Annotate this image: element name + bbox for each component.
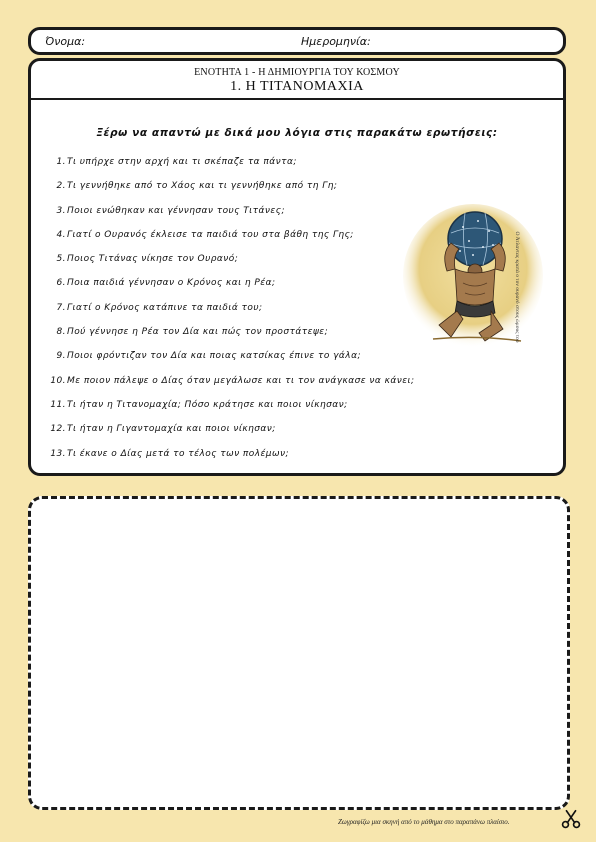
- question-item: [47, 157, 417, 181]
- instruction-text: Ξέρω να απαντώ με δικά μου λόγια στις παρακάτω ερωτήσεις:: [96, 127, 498, 139]
- question-number: 11.: [50, 399, 66, 410]
- question-item: [47, 278, 417, 302]
- header-divider: [31, 98, 563, 100]
- question-text: Τι έκανε ο Δίας μετά το τέλος των πολέμων;: [67, 448, 289, 459]
- question-text: Ποιος Τιτάνας νίκησε τον Ουρανό;: [67, 254, 239, 265]
- question-item: [47, 351, 417, 375]
- question-number: 7.: [56, 302, 66, 313]
- question-number: 6.: [56, 278, 66, 289]
- question-item: [47, 400, 417, 424]
- name-date-header: [28, 27, 566, 55]
- question-item: [47, 449, 417, 473]
- question-text: Τι ήταν η Γιγαντομαχία και ποιοι νίκησαν;: [67, 424, 276, 435]
- question-text: Τι ήταν η Τιτανομαχία; Πόσο κράτησε και ποιοι νίκησαν;: [67, 399, 348, 410]
- question-item: [47, 230, 417, 254]
- question-text: Ποιοι ενώθηκαν και γέννησαν τους Τιτάνες;: [67, 205, 285, 216]
- question-list: [47, 157, 417, 473]
- question-item: [47, 254, 417, 278]
- name-label: Όνομα:: [45, 35, 86, 48]
- lesson-title: 1. Η ΤΙΤΑΝΟΜΑΧΙΑ: [230, 79, 364, 94]
- image-caption-text: Ο Άτλαντας κρατά ο τον ουρανό στους ώμους του: [514, 231, 520, 343]
- question-number: 8.: [56, 327, 66, 338]
- question-text: Ποιοι φρόντιζαν τον Δία και ποιας κατσίκας έπινε το γάλα;: [67, 351, 361, 362]
- image-caption: [497, 231, 537, 343]
- question-item: [47, 376, 417, 400]
- question-number: 4.: [56, 229, 66, 240]
- question-number: 2.: [56, 181, 66, 192]
- scissors-icon: [560, 808, 582, 830]
- question-item: [47, 206, 417, 230]
- footer-note: Ζωγραφίζω μια σκηνή από το μάθημα στο παραπάνω πλαίσιο.: [338, 818, 510, 826]
- drawing-box[interactable]: [28, 496, 570, 810]
- question-item: [47, 424, 417, 448]
- question-text: Με ποιον πάλεψε ο Δίας όταν μεγάλωσε και τι τον ανάγκασε να κάνει;: [67, 375, 415, 386]
- question-number: 5.: [56, 254, 66, 265]
- date-label: Ημερομηνία:: [301, 35, 371, 48]
- unit-title: ΕΝΟΤΗΤΑ 1 - Η ΔΗΜΙΟΥΡΓΙΑ ΤΟΥ ΚΟΣΜΟΥ: [194, 67, 400, 78]
- question-text: Τι υπήρχε στην αρχή και τι σκέπαζε τα πάντα;: [67, 157, 297, 167]
- question-number: 10.: [50, 375, 66, 386]
- question-item: [47, 327, 417, 351]
- question-item: [47, 303, 417, 327]
- question-text: Ποια παιδιά γέννησαν ο Κρόνος και η Ρέα;: [67, 278, 276, 289]
- question-text: Τι γεννήθηκε από το Χάος και τι γεννήθηκε από τη Γη;: [67, 181, 338, 192]
- question-item: [47, 181, 417, 205]
- question-text: Γιατί ο Κρόνος κατάπινε τα παιδιά του;: [67, 302, 263, 313]
- question-number: 12.: [50, 424, 66, 435]
- question-text: Γιατί ο Ουρανός έκλεισε τα παιδιά του στα βάθη της Γης;: [67, 229, 354, 240]
- question-number: 9.: [56, 351, 66, 362]
- question-number: 3.: [56, 205, 66, 216]
- question-number: 1.: [56, 157, 66, 167]
- question-number: 13.: [50, 448, 66, 459]
- worksheet-card: [28, 58, 566, 476]
- question-text: Πού γέννησε η Ρέα τον Δία και πώς τον προστάτεψε;: [67, 327, 329, 338]
